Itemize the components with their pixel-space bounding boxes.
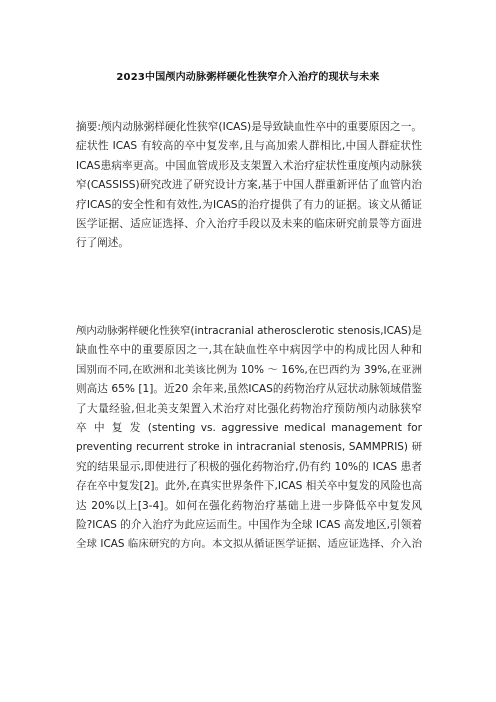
abstract-line: 窄(CASSISS)研究改进了研究设计方案,基于中国人群重新评估了血管内治 [76, 179, 422, 192]
abstract-line: 摘要:颅内动脉粥样硬化性狭窄(ICAS)是导致缺血性卒中的重要原因之一。 [76, 121, 422, 133]
intro-line: 了大量经验,但北美支架置入术治疗对比强化药物治疗预防颅内动脉狭窄 [76, 402, 422, 415]
abstract-line: ICAS患病率更高。中国血管成形及支架置入术治疗症状性重度颅内动脉狭 [76, 159, 422, 172]
intro-line: 全球 ICAS 临床研究的方向。本文拟从循证医学证据、适应证选择、介入治 [76, 538, 422, 551]
intro-line: 则高达 65% [1]。近20 余年来,虽然ICAS的药物治疗从冠状动脉领域借鉴 [76, 383, 422, 396]
intro-line: 达 20%以上[3-4]。如何在强化药物治疗基础上进一步降低卒中复发风 [76, 499, 422, 512]
intro-line: 存在卒中复发[2]。此外,在真实世界条件下,ICAS 相关卒中复发的风险也高 [76, 480, 422, 493]
intro-paragraph [76, 322, 422, 555]
document-title: 2023中国颅内动脉粥样硬化性狭窄介入治疗的现状与未来 [116, 72, 380, 83]
intro-line: 卒 中 复 发 (stenting vs. aggressive medical management for [76, 422, 422, 435]
intro-line: 缺血性卒中的重要原因之一,其在缺血性卒中病因学中的构成比因人种和 [76, 344, 422, 357]
abstract-line: 行了阐述。 [76, 237, 129, 250]
abstract-line: 疗ICAS的安全性和有效性,为ICAS的治疗提供了有力的证据。该文从循证 [76, 198, 422, 211]
intro-line: 究的结果显示,即使进行了积极的强化药物治疗,仍有约 10%的 ICAS 患者 [76, 460, 422, 473]
abstract-line: 症状性 ICAS 有较高的卒中复发率,且与高加索人群相比,中国人群症状性 [76, 140, 422, 153]
intro-line: 险?ICAS 的介入治疗为此应运而生。中国作为全球 ICAS 高发地区,引领着 [76, 519, 422, 532]
abstract-paragraph [76, 118, 422, 254]
intro-line: 颅内动脉粥样硬化性狭窄(intracranial atherosclerotic stenosis,ICAS)是 [76, 325, 422, 337]
abstract-line: 医学证据、适应证选择、介入治疗手段以及未来的临床研究前景等方面进 [76, 218, 422, 231]
intro-line: preventing recurrent stroke in intracranial stenosis, SAMMPRIS) 研 [76, 441, 422, 454]
intro-line: 国别而不同,在欧洲和北美该比例为 10% ～ 16%,在巴西约为 39%,在亚洲 [76, 363, 422, 376]
